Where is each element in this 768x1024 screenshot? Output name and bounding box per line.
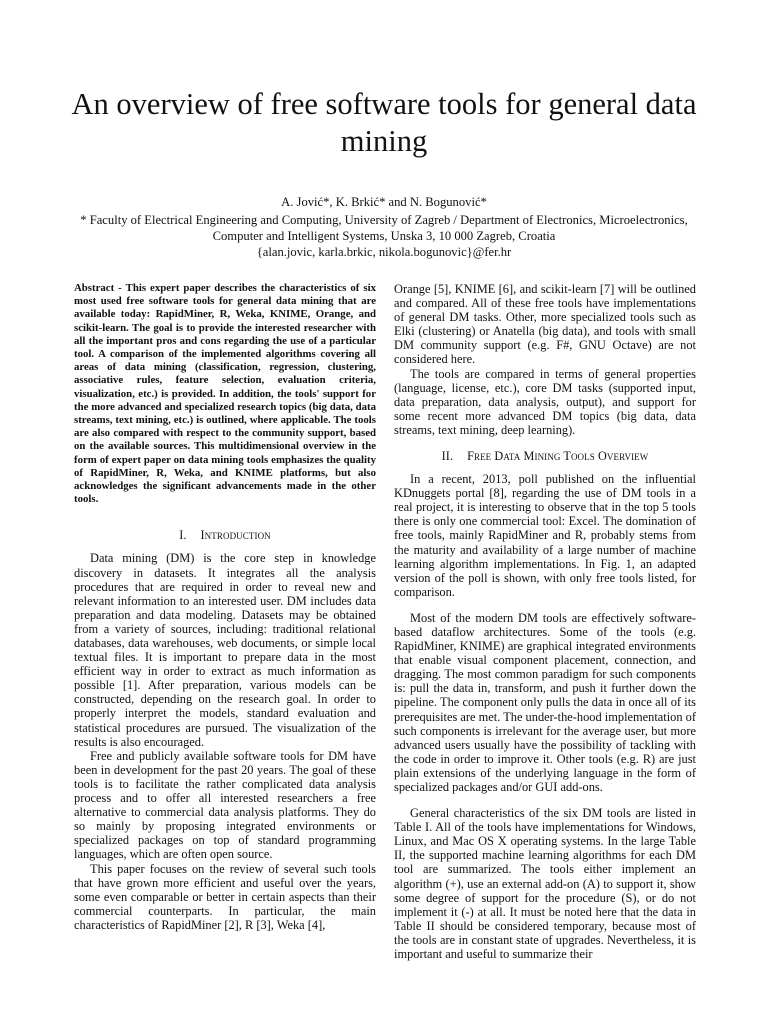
abstract (74, 282, 376, 506)
paper-title: An overview of free software tools for general data mining (71, 87, 697, 158)
abstract-text: This expert paper describes the characteristics of six most used free software tools for general data mining that are available today: RapidMiner, R, Weka, KNIME, Orange, and scikit-learn. The goal is to provide the interested researcher with all the important pros and cons regarding the use of a particular tool. A comparison of the implemented algorithms covering all areas of data mining (classification, regression, clustering, associative rules, feature selection, evaluation criteria, visualization, etc.) is provided. In addition, the tools' support for the more advanced and specialized research topics (big data, data streams, text mining, etc.) is outlined, where applicable. The tools are also compared with respect to the community support, based on the available sources. This multidimensional overview in the form of expert paper on data mining tools emphasizes the quality of RapidMiner, R, Weka, and KNIME platforms, but also acknowledges the significant advancements made in the other tools. (74, 282, 376, 506)
section-title: Introduction (200, 528, 271, 543)
affiliation-line-1: * Faculty of Electrical Engineering and Computing, University of Zagreb / Department of Electronics, Microelectronics, (80, 213, 688, 227)
affiliation-line-2: Computer and Intelligent Systems, Unska 3, 10 000 Zagreb, Croatia (212, 229, 556, 243)
section-heading-tools-overview (394, 449, 696, 464)
right-column (394, 282, 696, 961)
section-heading-introduction (74, 528, 376, 543)
intro-paragraph-2: Free and publicly available software tools for DM have been in development for the past 20 years. The goal of these tools is to facilitate the rather complicated data analysis process and to offer all interested researchers a free alternative to commercial data analysis platforms. They do so mainly by proposing integrated environments or specialized packages on top of standard programming languages, which are often open source. (74, 748, 376, 862)
overview-paragraph-2: Most of the modern DM tools are effectively software-based dataflow architectures. Some of the tools (e.g. RapidMiner, KNIME) are graphical integrated environments that enable visual component placement, connection, and dragging. The most common paradigm for such components is: pull the data in, transform, and push it further down the pipeline. The component only pulls the data in once all of its prerequisites are met. The under-the-hood implementation of such components is irrelevant for the average user, but more advanced users usually have the possibility of tackling with the code in order to improve it. Other tools (e.g. R) are just plain extensions of the underlying language in the form of specialized packages and/or GUI add-ons. (394, 610, 696, 794)
intro-paragraph-4: The tools are compared in terms of general properties (language, license, etc.), core DM tasks (supported input, data preparation, data analysis, output), and support for some recent more advanced DM topics (big data, data streams, text mining, deep learning). (394, 366, 696, 437)
intro-paragraph-3: This paper focuses on the review of several such tools that have grown more efficient and useful over the years, some even comparable or better in certain aspects than their commercial counterparts. In particular, the main characteristics of RapidMiner [2], R [3], Weka [4], (74, 861, 376, 932)
section-number: I. (179, 528, 187, 543)
intro-paragraph-3-continued: Orange [5], KNIME [6], and scikit-learn [7] will be outlined and compared. All of these free tools have implementations of general DM tasks. Other, more specialized tools such as Elki (clustering) or Anatella (big data), and tools with small DM community support (e.g. F#, GNU Octave) are not considered here. (394, 282, 696, 367)
affiliation (60, 212, 708, 260)
left-column (74, 282, 376, 932)
section-number: II. (441, 449, 454, 464)
author-emails: {alan.jovic, karla.brkic, nikola.bogunovic}@fer.hr (256, 245, 512, 259)
overview-paragraph-1: In a recent, 2013, poll published on the influential KDnuggets portal [8], regarding the use of DM tools in a real project, it is interesting to observe that in the top 5 tools there is only one commercial tool: Excel. The domination of free tools, mainly RapidMiner and R, probably stems from the maturity and availability of a large number of machine learning algorithm implementations. In Fig. 1, an adapted version of the poll is shown, with only free tools listed, for comparison. (394, 472, 696, 599)
author-list: A. Jović*, K. Brkić* and N. Bogunović* (281, 195, 487, 209)
intro-paragraph-1: Data mining (DM) is the core step in knowledge discovery in datasets. It integrates all the analysis procedures that are required in order to reveal new and relevant information to an interested user. DM includes data preparation and data modeling. Datasets may be obtained from a variety of sources, including: traditional relational databases, data warehouses, web documents, or simple local textual files. It is important to prepare data in the most efficient way in order to extract as much information as possible [1]. After preparation, various models can be constructed, depending on the research goal. In order to properly interpret the models, standard evaluation and statistical procedures are pursued. The visualization of the results is also encouraged. (74, 551, 376, 749)
section-title: Free Data Mining Tools Overview (467, 449, 649, 464)
overview-paragraph-3: General characteristics of the six DM tools are listed in Table I. All of the tools have implementations for Windows, Linux, and Mac OS X operating systems. In the large Table II, the supported machine learning algorithms for each DM tool are summarized. The tools either implement an algorithm (+), use an external add-on (A) to support it, show some degree of support for the procedure (S), or do not implement it (-) at all. It must be noted here that the data in Table II should be considered temporary, because most of the tools are in constant state of upgrades. Nevertheless, it is important and useful to summarize their (394, 806, 696, 962)
abstract-label: Abstract - (74, 282, 122, 294)
